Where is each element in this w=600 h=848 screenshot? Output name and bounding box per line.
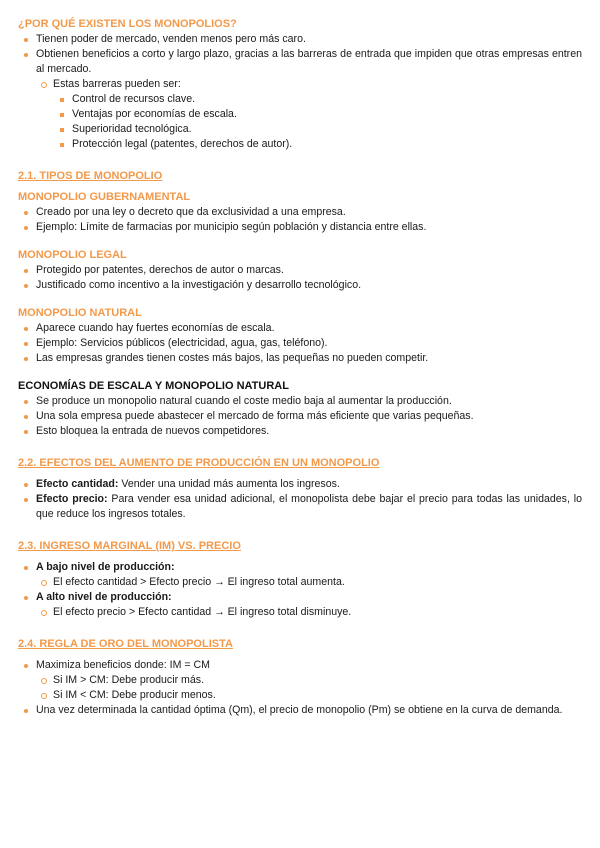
sub-bullet-list [18, 673, 582, 703]
bullet-list [18, 263, 582, 293]
list-item [18, 560, 582, 575]
list-item: Ejemplo: Límite de farmacias por municipio según población y distancia entre ellas. [18, 220, 582, 235]
list-item: Maximiza beneficios donde: IM = CM [18, 658, 582, 673]
subsection-title-gubernamental: MONOPOLIO GUBERNAMENTAL [18, 191, 191, 203]
subsection-title-natural: MONOPOLIO NATURAL [18, 307, 142, 319]
bullet-list [18, 590, 582, 605]
list-item: Si IM < CM: Debe producir menos. [36, 688, 582, 703]
sub-bullet-list [18, 605, 582, 620]
subsection-title-legal: MONOPOLIO LEGAL [18, 249, 127, 261]
list-item: Control de recursos clave. [55, 92, 582, 107]
list-item: Creado por una ley o decreto que da exclusividad a una empresa. [18, 205, 582, 220]
list-item: El efecto cantidad > Efecto precio → El ingreso total aumenta. [36, 575, 582, 590]
list-item: Superioridad tecnológica. [55, 122, 582, 137]
section-title-por-que: ¿POR QUÉ EXISTEN LOS MONOPOLIOS? [18, 18, 237, 30]
subsection-title-economias: ECONOMÍAS DE ESCALA Y MONOPOLIO NATURAL [18, 380, 289, 392]
list-item: Ejemplo: Servicios públicos (electricidad, agua, gas, teléfono). [18, 336, 582, 351]
list-item: Una vez determinada la cantidad óptima (Qm), el precio de monopolio (Pm) se obtiene en la curva de demanda. [18, 703, 582, 718]
bullet-list [18, 658, 582, 673]
list-item: Tienen poder de mercado, venden menos pero más caro. [18, 32, 582, 47]
bullet-list [18, 703, 582, 718]
section-title-regla-oro: 2.4. REGLA DE ORO DEL MONOPOLISTA [18, 638, 233, 650]
item-label: A bajo nivel de producción: [36, 561, 175, 573]
list-item: Protección legal (patentes, derechos de autor). [55, 137, 582, 152]
list-item: Se produce un monopolio natural cuando el coste medio baja al aumentar la producción. [18, 394, 582, 409]
list-item: Ventajas por economías de escala. [55, 107, 582, 122]
sub-sub-bullet-list [18, 92, 582, 152]
list-item: Si IM > CM: Debe producir más. [36, 673, 582, 688]
list-item: Una sola empresa puede abastecer el mercado de forma más eficiente que varias pequeñas. [18, 409, 582, 424]
list-item: Esto bloquea la entrada de nuevos competidores. [18, 424, 582, 439]
section-title-efectos: 2.2. EFECTOS DEL AUMENTO DE PRODUCCIÓN EN UN MONOPOLIO [18, 457, 380, 469]
list-item [18, 477, 582, 492]
list-item [18, 492, 582, 522]
bullet-list [18, 205, 582, 235]
list-item: Estas barreras pueden ser: [36, 77, 582, 92]
bullet-list [18, 560, 582, 575]
list-item: Aparece cuando hay fuertes economías de escala. [18, 321, 582, 336]
list-item: Justificado como incentivo a la investigación y desarrollo tecnológico. [18, 278, 582, 293]
item-label: A alto nivel de producción: [36, 591, 172, 603]
section-title-tipos: 2.1. TIPOS DE MONOPOLIO [18, 170, 163, 182]
item-label: Efecto precio: [36, 493, 108, 505]
section-title-ingreso-marginal: 2.3. INGRESO MARGINAL (IM) VS. PRECIO [18, 540, 241, 552]
bullet-list [18, 394, 582, 439]
sub-bullet-list [18, 77, 582, 92]
bullet-list [18, 321, 582, 366]
list-item: El efecto precio > Efecto cantidad → El ingreso total disminuye. [36, 605, 582, 620]
list-item [18, 590, 582, 605]
bullet-list [18, 477, 582, 522]
sub-bullet-list [18, 575, 582, 590]
bullet-list [18, 32, 582, 77]
list-item: Obtienen beneficios a corto y largo plazo, gracias a las barreras de entrada que impiden que otras empresas entren al mercado. [18, 47, 582, 77]
item-text: Para vender esa unidad adicional, el monopolista debe bajar el precio para todas las unidades, lo que reduce los ingresos totales. [36, 493, 582, 520]
list-item: Protegido por patentes, derechos de autor o marcas. [18, 263, 582, 278]
item-text: Vender una unidad más aumenta los ingresos. [118, 478, 340, 490]
item-label: Efecto cantidad: [36, 478, 119, 490]
list-item: Las empresas grandes tienen costes más bajos, las pequeñas no pueden competir. [18, 351, 582, 366]
